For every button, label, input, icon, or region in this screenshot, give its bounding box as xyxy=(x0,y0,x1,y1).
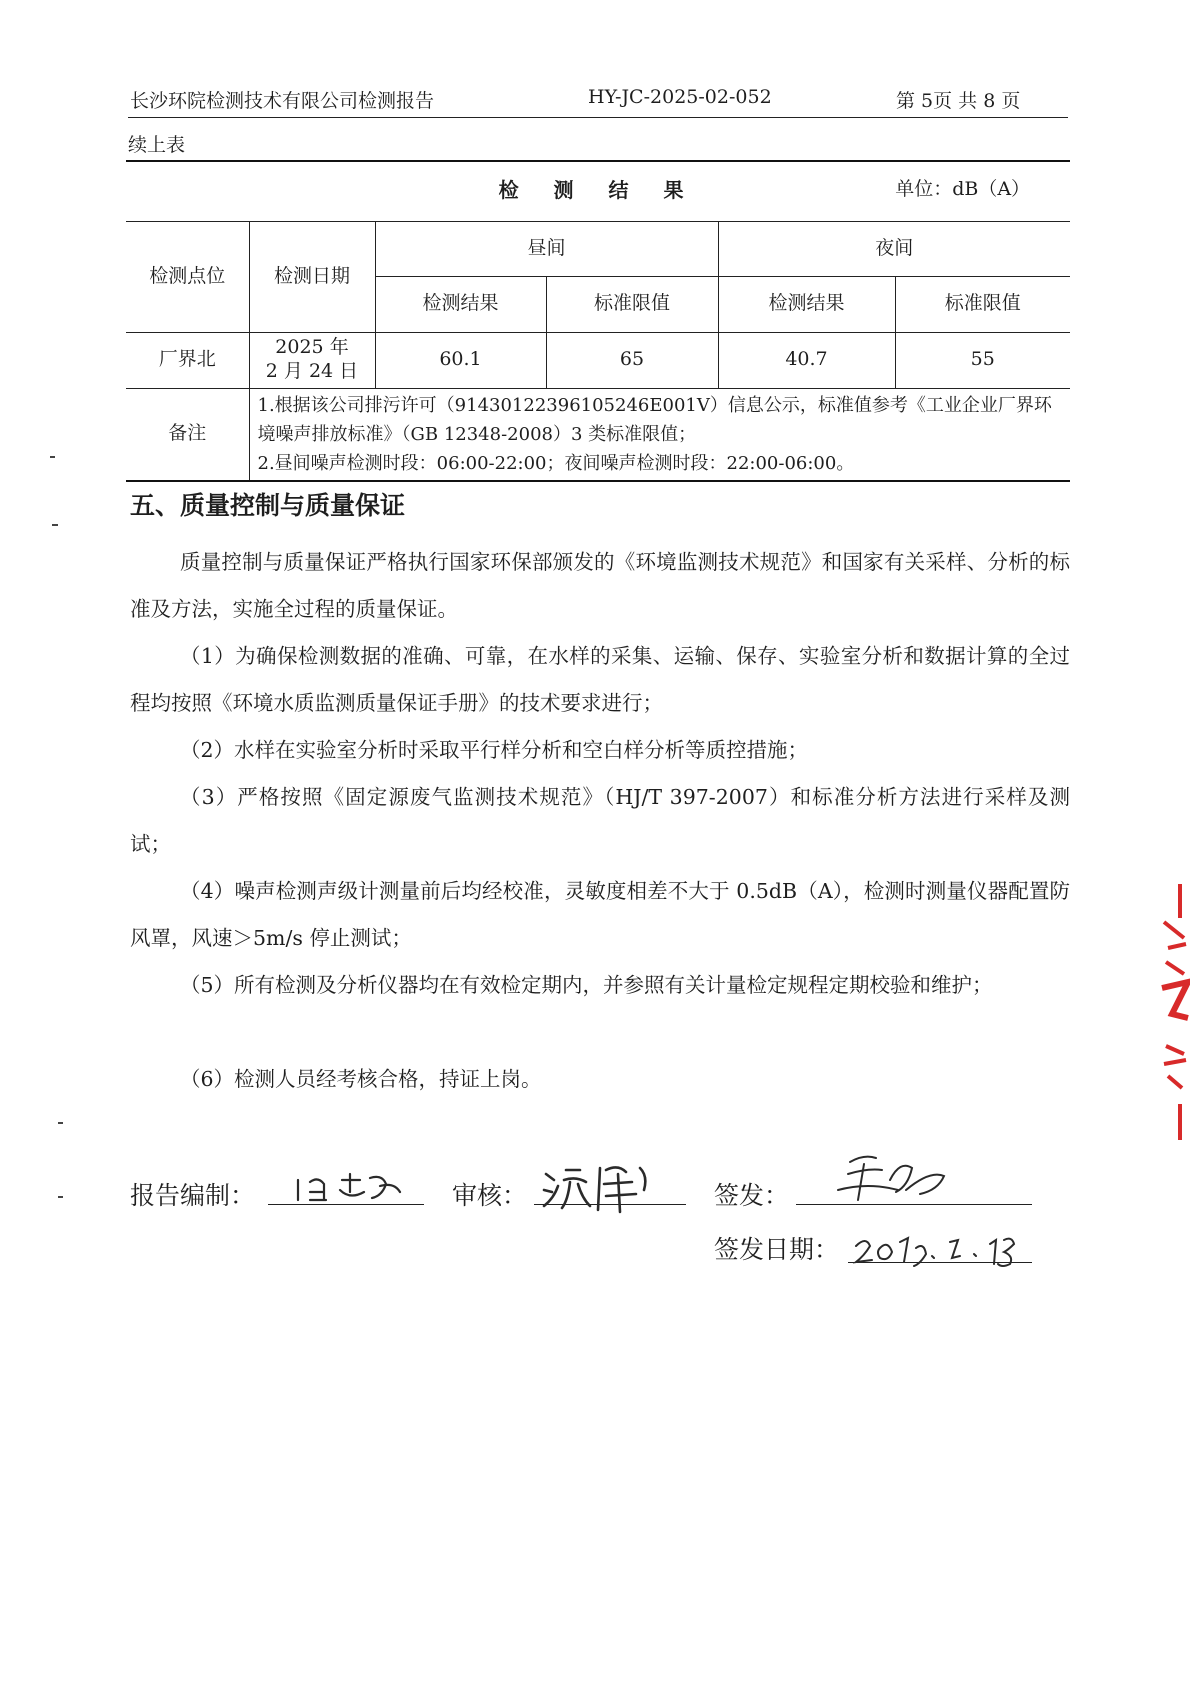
cell-day-result: 60.1 xyxy=(375,332,546,388)
compiled-by-label: 报告编制： xyxy=(130,1181,256,1210)
section-title: 五、质量控制与质量保证 xyxy=(130,491,406,520)
paragraph-item-6: （6）检测人员经考核合格，持证上岗。 xyxy=(180,1067,542,1091)
paragraph-item-4: （4）噪声检测声级计测量前后均经校准，灵敏度相差不大于 0.5dB（A），检测时测量仪器配置防风罩，风速＞5m/s 停止测试； xyxy=(130,879,1070,950)
cell-day-limit: 65 xyxy=(546,332,718,388)
col-header-night-result: 检测结果 xyxy=(718,276,895,332)
col-header-day-result: 检测结果 xyxy=(375,276,546,332)
review-label: 审核： xyxy=(452,1181,528,1210)
col-header-day-limit: 标准限值 xyxy=(546,276,718,332)
paragraph-intro: 质量控制与质量保证严格执行国家环保部颁发的《环境监测技术规范》和国家有关采样、分析的标准及方法，实施全过程的质量保证。 xyxy=(130,550,1070,621)
table-unit: 单位：dB（A） xyxy=(895,178,1031,201)
cell-date-day: 2 月 24 日 xyxy=(265,360,359,382)
remark-line-1: 1.根据该公司排污许可（91430122396105246E001V）信息公示，标准值参考《工业企业厂界环境噪声排放标准》（GB 12348-2008）3 类标准限值； xyxy=(257,394,1052,445)
table-title-cell xyxy=(126,161,1070,221)
cell-date-year: 2025 年 xyxy=(275,336,349,359)
compiled-by-signature xyxy=(290,1170,420,1208)
paragraph-item-5: （5）所有检测及分析仪器均在有效检定期内，并参照有关计量检定规程定期校验和维护； xyxy=(180,973,993,997)
scan-speck xyxy=(50,456,55,458)
remark-line-2: 2.昼间噪声检测时段：06:00-22:00；夜间噪声检测时段：22:00-06:00。 xyxy=(257,452,855,474)
header-report-number: HY-JC-2025-02-052 xyxy=(588,86,772,108)
header-rule xyxy=(128,117,1068,118)
cell-date xyxy=(249,332,375,388)
table-row xyxy=(126,332,1070,388)
issue-date-handwriting xyxy=(850,1228,1030,1274)
scan-speck xyxy=(58,1196,63,1198)
cell-night-limit: 55 xyxy=(895,332,1070,388)
scan-speck xyxy=(58,1122,63,1124)
issue-signature xyxy=(820,1150,990,1212)
scan-speck xyxy=(52,524,58,526)
issue-label: 签发： xyxy=(714,1181,790,1210)
paragraph-item-2: （2）水样在实验室分析时采取平行样分析和空白样分析等质控措施； xyxy=(180,738,809,762)
remark-content xyxy=(249,388,1070,481)
header-company: 长沙环院检测技术有限公司检测报告 xyxy=(130,90,435,112)
table-title: 检 测 结 果 xyxy=(498,178,698,203)
col-header-night-limit: 标准限值 xyxy=(895,276,1070,332)
results-table xyxy=(126,160,1070,482)
col-header-date: 检测日期 xyxy=(249,221,375,332)
header-page-info: 第 5页 共 8 页 xyxy=(896,90,1021,112)
continued-label: 续上表 xyxy=(128,134,186,156)
col-header-day: 昼间 xyxy=(375,221,718,276)
review-signature xyxy=(540,1160,690,1216)
paragraph-item-1: （1）为确保检测数据的准确、可靠，在水样的采集、运输、保存、实验室分析和数据计算的全过程均按照《环境水质监测质量保证手册》的技术要求进行； xyxy=(130,644,1070,715)
col-header-night: 夜间 xyxy=(718,221,1070,276)
remark-label: 备注 xyxy=(126,388,249,481)
paragraph-item-3: （3）严格按照《固定源废气监测技术规范》（HJ/T 397-2007）和标准分析方法进行采样及测试； xyxy=(130,785,1070,856)
partial-seal-stamp xyxy=(1158,878,1190,1148)
cell-night-result: 40.7 xyxy=(718,332,895,388)
cell-point: 厂界北 xyxy=(126,332,249,388)
issue-date-label: 签发日期： xyxy=(714,1235,840,1264)
col-header-point: 检测点位 xyxy=(126,221,249,332)
